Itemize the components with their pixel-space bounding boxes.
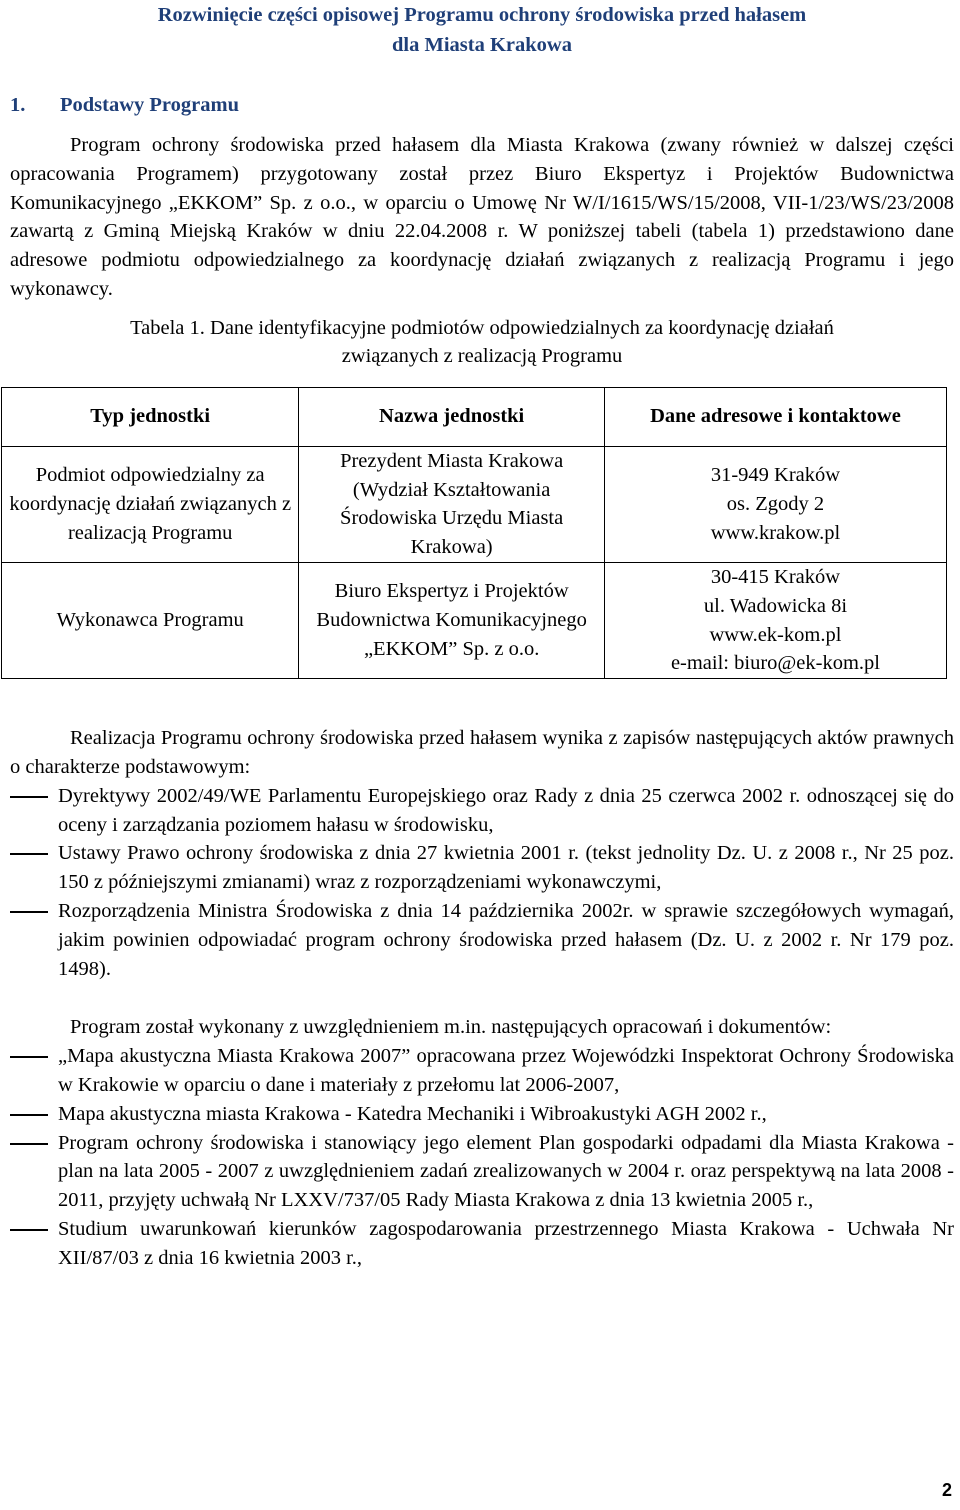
title-line-1: Rozwinięcie części opisowej Programu ochrony środowiska przed hałasem xyxy=(157,4,807,26)
list-item-text: Program ochrony środowiska i stanowiący jego element Plan gospodarki odpadami dla Miasta Krakowa - plan na lata 2005 - 2007 z uwzględnieniem zadań zrealizowanych w 2004 r. oraz perspektywą na lata 2008 - 2011, przyjęty uchwałą Nr LXXV/737/05 Rady Miasta Krakowa z dnia 13 kwietnia 2005 r., xyxy=(58,1131,954,1212)
documents-list xyxy=(10,1042,954,1272)
section-heading xyxy=(10,90,954,120)
address-line: www.ek-kom.pl xyxy=(709,623,842,646)
document-title xyxy=(10,0,954,60)
list-item-text: Mapa akustyczna miasta Krakowa - Katedra Mechaniki i Wibroakustyki AGH 2002 r., xyxy=(58,1102,767,1125)
title-line-2: dla Miasta Krakowa xyxy=(392,34,572,56)
dash-bullet xyxy=(10,853,48,855)
dash-bullet xyxy=(10,1229,48,1231)
table-caption-line-2: związanych z realizacją Programu xyxy=(341,345,623,368)
dash-bullet xyxy=(10,796,48,798)
list-item-text: „Mapa akustyczna Miasta Krakowa 2007” opracowana przez Wojewódzki Inspektorat Ochrony Środowiska w Krakowie w oparciu o dane i materiały z przełomu lat 2006-2007, xyxy=(58,1045,954,1096)
cell-name: Biuro Ekspertyz i Projektów Budownictwa Komunikacyjnego „EKKOM” Sp. z o.o. xyxy=(299,562,605,678)
cell-type: Wykonawca Programu xyxy=(2,562,299,678)
list-item-text: Dyrektywy 2002/49/WE Parlamentu Europejskiego oraz Rady z dnia 25 czerwca 2002 r. odnoszącej się do oceny i zarządzania poziomem hałasu w środowisku, xyxy=(58,784,954,836)
list-item-text: Ustawy Prawo ochrony środowiska z dnia 27 kwietnia 2001 r. (tekst jednolity Dz. U. z 2008 r., Nr 25 poz. 150 z późniejszymi zmianami) wraz z rozporządzeniami wykonawczymi, xyxy=(58,842,954,894)
header-type: Typ jednostki xyxy=(2,387,299,446)
intro-paragraph: Program ochrony środowiska przed hałasem dla Miasta Krakowa (zwany również w dalszej części opracowania Programem) przygotowany został przez Biuro Ekspertyz i Projektów Budownictwa Komunikacyjnego „EKKOM” Sp. z o.o., w oparciu o Umowę Nr W/I/1615/WS/15/2008, VII-1/23/WS/23/2008 zawartą z Gminą Miejską Kraków w dniu 22.04.2008 r. W poniższej tabeli (tabela 1) przedstawiono dane adresowe podmiotu odpowiedzialnego za koordynację działań związanych z realizacją Programu i jego wykonawcy. xyxy=(10,134,954,300)
list-item xyxy=(10,1100,954,1129)
address-line: e-mail: biuro@ek-kom.pl xyxy=(670,652,880,675)
dash-bullet xyxy=(10,1056,48,1058)
list-item xyxy=(10,897,954,983)
legal-acts-list xyxy=(10,782,954,984)
list-item xyxy=(10,1215,954,1273)
address-line: 30-415 Kraków xyxy=(710,565,841,588)
list-item-text: Rozporządzenia Ministra Środowiska z dnia 14 października 2002r. w sprawie szczegółowych wymagań, jakim powinien odpowiadać program ochrony środowiska przed hałasem (Dz. U. z 2002 r. Nr 179 poz. 1498). xyxy=(58,899,954,980)
list-item xyxy=(10,782,954,840)
document-page xyxy=(10,0,954,1273)
table-caption xyxy=(10,314,954,371)
page-number: 2 xyxy=(941,1480,952,1500)
header-name: Nazwa jednostki xyxy=(299,387,605,446)
dash-bullet xyxy=(10,1143,48,1145)
cell-address xyxy=(604,446,946,562)
table-row xyxy=(2,446,947,562)
cell-type: Podmiot odpowiedzialny za koordynację działań związanych z realizacją Programu xyxy=(2,446,299,562)
list-item xyxy=(10,839,954,897)
section-title: Podstawy Programu xyxy=(60,94,239,116)
table-caption-line-1: Tabela 1. Dane identyfikacyjne podmiotów odpowiedzialnych za koordynację działań xyxy=(130,316,834,339)
table-row xyxy=(2,562,947,678)
list-item-text: Studium uwarunkowań kierunków zagospodarowania przestrzennego Miasta Krakowa - Uchwała Nr XII/87/03 z dnia 16 kwietnia 2003 r., xyxy=(58,1217,954,1269)
entities-table xyxy=(1,387,947,679)
address-line: ul. Wadowicka 8i xyxy=(703,594,848,617)
dash-bullet xyxy=(10,911,48,913)
address-line: www.krakow.pl xyxy=(710,521,841,544)
docs-paragraph: Program został wykonany z uwzględnieniem m.in. następujących opracowań i dokumentów: xyxy=(70,1016,832,1039)
address-line: 31-949 Kraków xyxy=(710,464,841,487)
section-number: 1. xyxy=(10,94,26,116)
legal-paragraph: Realizacja Programu ochrony środowiska przed hałasem wynika z zapisów następujących aktów prawnych o charakterze podstawowym: xyxy=(10,727,954,778)
cell-address xyxy=(604,562,946,678)
cell-name: Prezydent Miasta Krakowa (Wydział Kształtowania Środowiska Urzędu Miasta Krakowa) xyxy=(299,446,605,562)
table-header-row xyxy=(2,387,947,446)
dash-bullet xyxy=(10,1114,48,1116)
list-item xyxy=(10,1042,954,1100)
header-address: Dane adresowe i kontaktowe xyxy=(604,387,946,446)
list-item xyxy=(10,1129,954,1215)
address-line: os. Zgody 2 xyxy=(726,492,825,515)
